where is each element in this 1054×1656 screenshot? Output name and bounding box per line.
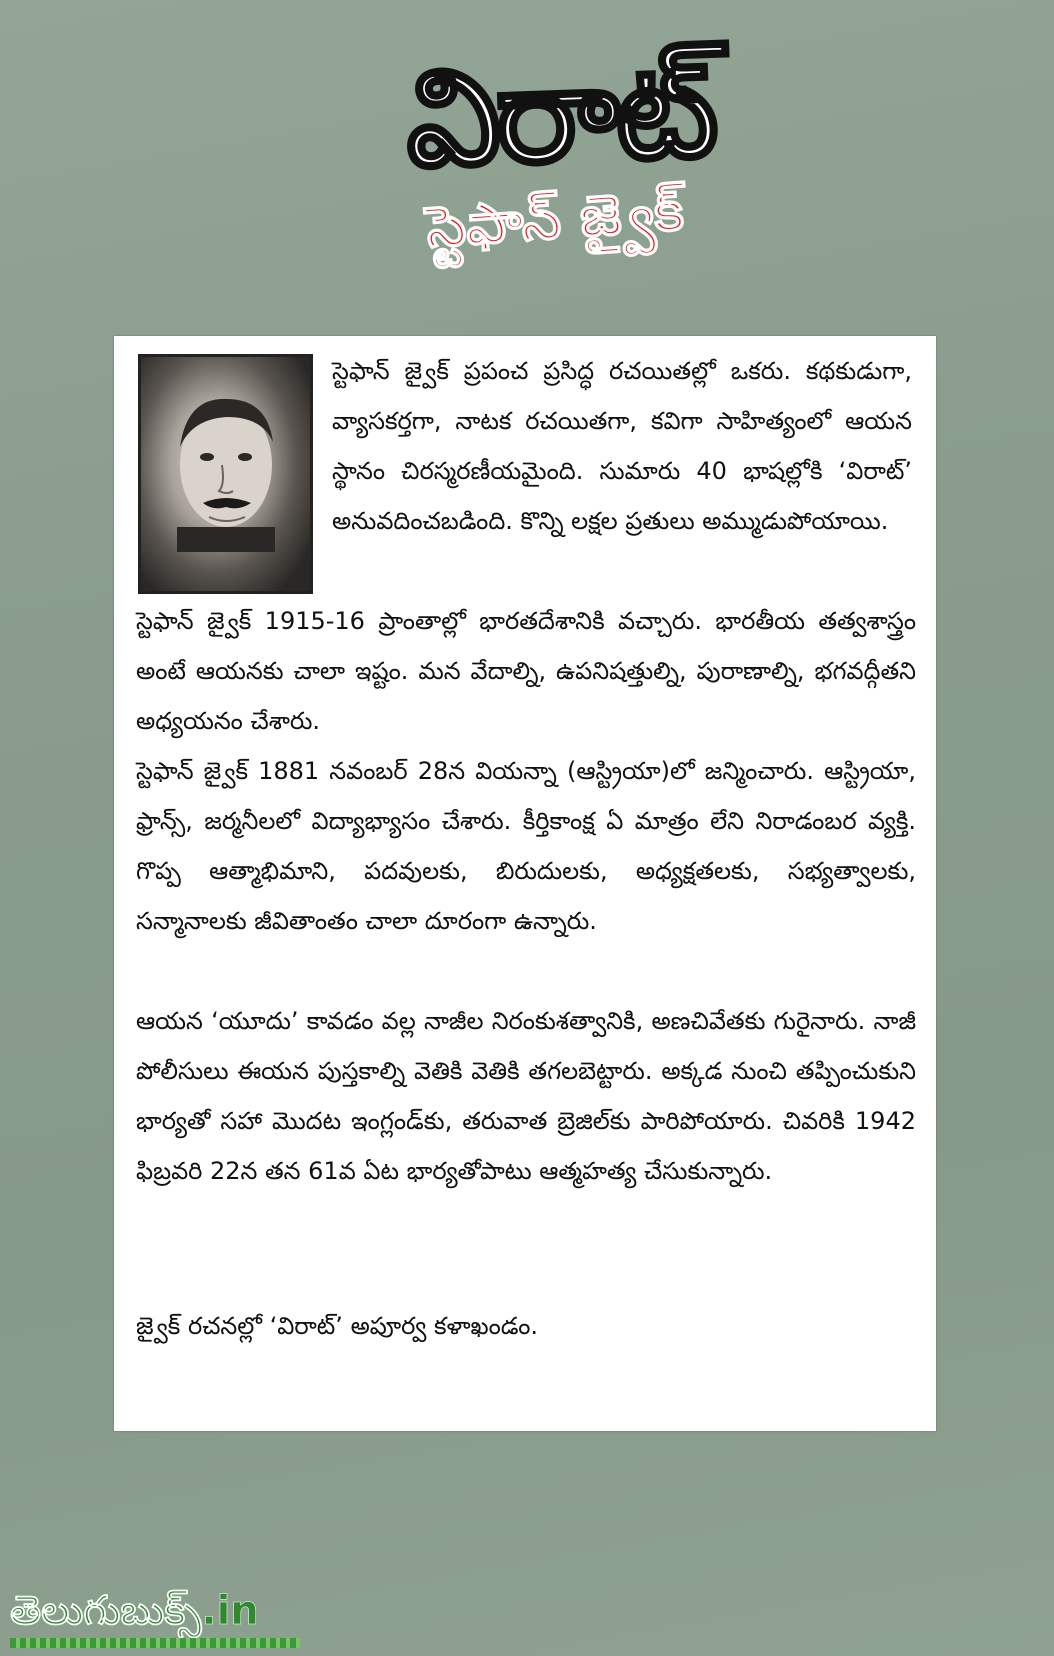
intro-paragraph: స్టెఫాన్ జ్వైక్ ప్రపంచ ప్రసిద్ధ రచయితల్లో ఒకరు. కథకుడుగా, వ్యాసకర్తగా, నాటక రచయితగా, కవిగా సాహిత్యంలో ఆయన స్థానం చిరస్మరణీయమైంది. సుమారు 40 భాషల్లోకి ‘విరాట్’ అనువదించబడింది. కొన్ని లక్షల ప్రతులు అమ్ముడుపోయాయి. [332,357,912,535]
bio-paragraph-birth: స్టెఫాన్ జ్వైక్ 1881 నవంబర్ 28న వియన్నా (ఆస్ట్రియా)లో జన్మించారు. ఆస్ట్రియా, ఫ్రాన్స్, జర్మనీలలో విద్యాభ్యాసం చేశారు. కీర్తికాంక్ష ఏ మాత్రం లేని నిరాడంబర వ్యక్తి. గొప్ప ఆత్మాభిమాని, పదవులకు, బిరుదులకు, అధ్యక్షతలకు, సభ్యత్వాలకు, సన్మానాలకు జీవితాంతం చాలా దూరంగా ఉన్నారు. [136,757,916,935]
author-name: స్టెఫాన్ జ్వైక్ [424,178,686,261]
site-watermark-logo: తెలుగుబుక్స్.in [10,1588,259,1634]
grass-decoration [10,1638,300,1648]
bio-paragraph-exile: ఆయన ‘యూదు’ కావడం వల్ల నాజీల నిరంకుశత్వానికి, అణచివేతకు గురైనారు. నాజీ పోలీసులు ఈయన పుస్తకాల్ని వెతికి వెతికి తగలబెట్టారు. అక్కడ నుంచి తప్పించుకుని భార్యతో సహా మొదట ఇంగ్లండ్‌కు, తరువాత బ్రెజిల్‌కు పారిపోయారు. చివరికి 1942 ఫిబ్రవరి 22న తన 61వ ఏట భార్యతోపాటు ఆత్మహత్య చేసుకున్నారు. [136,1007,916,1185]
closing-line: జ్వైక్ రచనల్లో ‘విరాట్’ అపూర్వ కళాఖండం. [136,1312,539,1340]
author-photo [138,354,313,594]
book-title: విరాట్ [403,32,717,198]
author-bio-panel [114,336,936,1431]
bio-paragraph-india-visit: స్టెఫాన్ జ్వైక్ 1915-16 ప్రాంతాల్లో భారతదేశానికి వచ్చారు. భారతీయ తత్వశాస్త్రం అంటే ఆయనకు చాలా ఇష్టం. మన వేదాల్ని, ఉపనిషత్తుల్ని, పురాణాల్ని, భగవద్గీతని అధ్యయనం చేశారు. [136,607,916,735]
author-portrait-icon [167,387,285,552]
